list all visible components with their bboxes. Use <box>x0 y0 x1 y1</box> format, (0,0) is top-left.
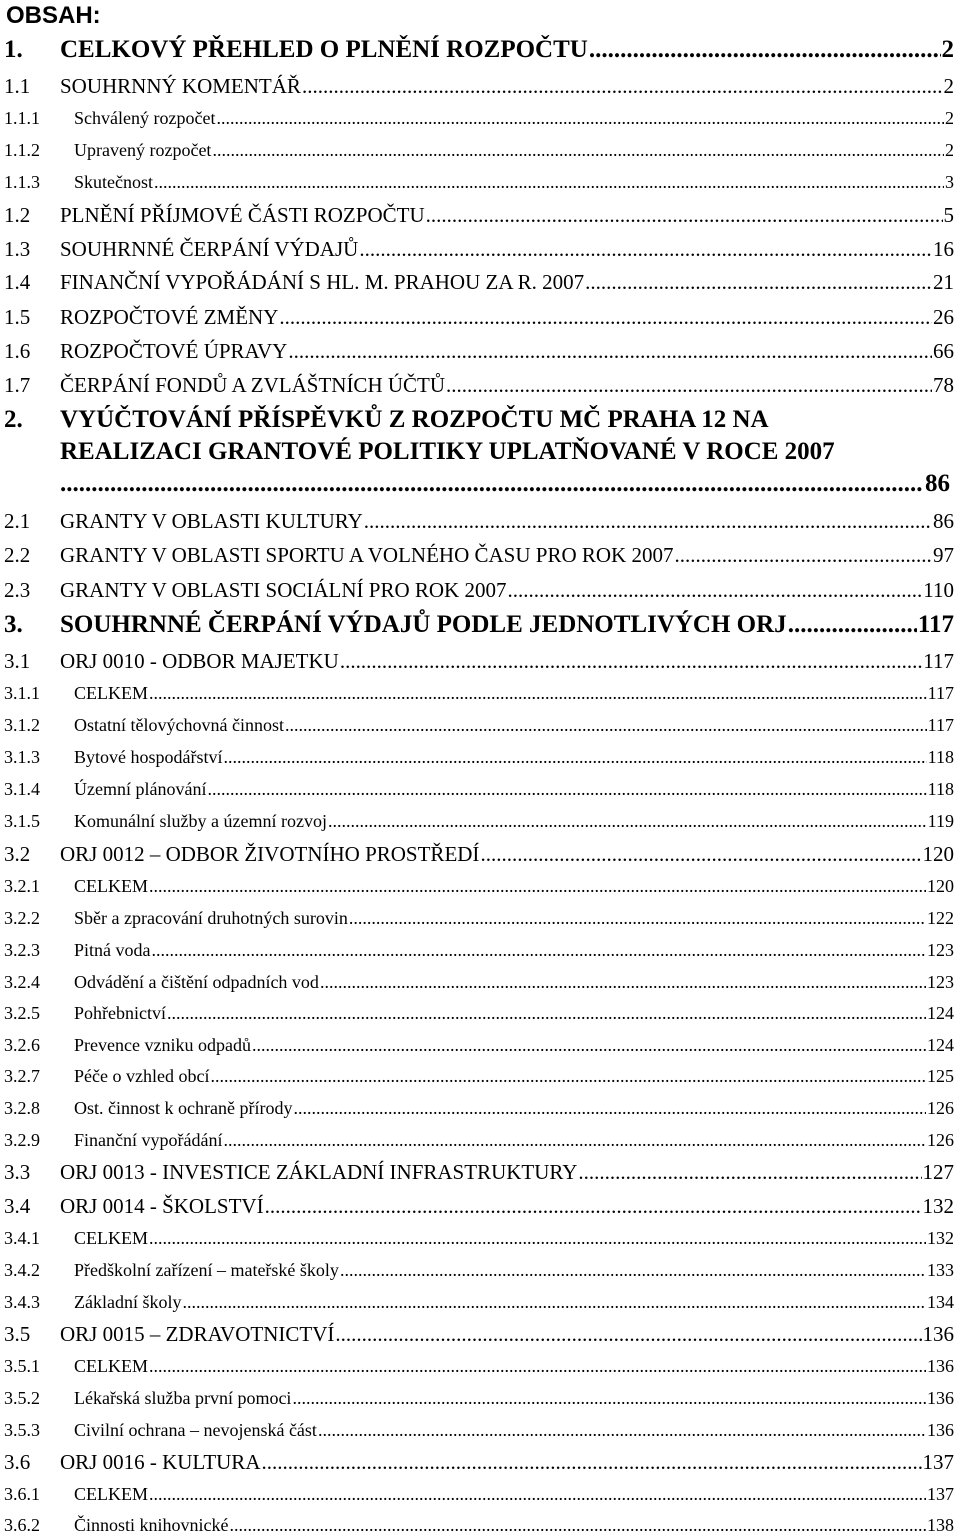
entry-number: 3.2.2 <box>4 908 40 928</box>
dot-leader <box>480 842 921 867</box>
entry-page: 123 <box>927 972 954 992</box>
entry-title-line-2: REALIZACI GRANTOVÉ POLITIKY UPLATŇOVANÉ V ROCE 2007 <box>60 438 835 465</box>
toc-entry-3-1-2[interactable] <box>4 715 954 736</box>
entry-page: 118 <box>927 779 954 799</box>
dot-leader <box>359 237 932 262</box>
dot-leader <box>149 1356 926 1377</box>
entry-title: Prevence vzniku odpadů <box>74 1035 251 1055</box>
toc-entry-3-1-1[interactable] <box>4 683 954 704</box>
entry-title: Pitná voda <box>74 940 151 960</box>
entry-number: 3.6.2 <box>4 1515 40 1535</box>
entry-number: 1.2 <box>4 203 31 227</box>
entry-title: CELKEM <box>74 1228 148 1248</box>
entry-number: 3.4.3 <box>4 1292 40 1312</box>
entry-number: 3.3 <box>4 1160 31 1184</box>
entry-number: 3.1.1 <box>4 683 40 703</box>
entry-title: Ost. činnost k ochraně přírody <box>74 1098 293 1118</box>
toc-entry-3-2-2[interactable] <box>4 908 954 929</box>
entry-number: 3.2.6 <box>4 1035 40 1055</box>
entry-title: ČERPÁNÍ FONDŮ A ZVLÁŠTNÍCH ÚČTŮ <box>60 373 446 397</box>
entry-title: Činnosti knihovnické <box>74 1515 229 1535</box>
entry-title: Územní plánování <box>74 779 207 799</box>
entry-title: GRANTY V OBLASTI SOCIÁLNÍ PRO ROK 2007 <box>60 578 507 602</box>
entry-number: 2.2 <box>4 543 31 567</box>
dot-leader <box>216 108 944 129</box>
dot-leader <box>578 1160 921 1185</box>
entry-page: 132 <box>927 1228 954 1248</box>
entry-number: 3.2.9 <box>4 1130 40 1150</box>
entry-title: Odvádění a čištění odpadních vod <box>74 972 319 992</box>
toc-heading: OBSAH: <box>6 2 101 29</box>
entry-number: 2.1 <box>4 509 31 533</box>
toc-entry-3-6-1[interactable] <box>4 1484 954 1505</box>
entry-title: Finanční vypořádání <box>74 1130 223 1150</box>
entry-number: 1.1.1 <box>4 108 40 128</box>
toc-entry-1[interactable] <box>4 36 954 64</box>
dot-leader <box>446 373 932 398</box>
entry-page: 127 <box>922 1160 954 1184</box>
entry-number: 1.3 <box>4 237 31 261</box>
dot-leader <box>507 578 922 603</box>
toc-entry-3-2-3[interactable] <box>4 940 954 961</box>
toc-entry-3-6-2[interactable] <box>4 1515 954 1536</box>
toc-entry-1-3[interactable] <box>4 237 954 262</box>
entry-title: ORJ 0015 – ZDRAVOTNICTVÍ <box>60 1322 335 1346</box>
entry-title: Předškolní zařízení – mateřské školy <box>74 1260 339 1280</box>
entry-title: Lékařská služba první pomoci <box>74 1388 292 1408</box>
entry-page: 16 <box>933 237 954 261</box>
entry-number: 3.2 <box>4 842 31 866</box>
entry-page: 78 <box>933 373 954 397</box>
dot-leader <box>302 74 943 99</box>
toc-entry-1-1-1[interactable] <box>4 108 954 129</box>
entry-page: 120 <box>922 842 954 866</box>
entry-page: 66 <box>933 339 954 363</box>
entry-page: 3 <box>945 172 954 192</box>
toc-entry-1-7[interactable] <box>4 373 954 398</box>
toc-entry-1-6[interactable] <box>4 339 954 364</box>
entry-number: 3.5 <box>4 1322 31 1346</box>
entry-title: PLNĚNÍ PŘÍJMOVÉ ČÁSTI ROZPOČTU <box>60 203 425 227</box>
entry-page: 126 <box>927 1130 954 1150</box>
entry-page: 136 <box>927 1388 954 1408</box>
toc-entry-3-5-3[interactable] <box>4 1420 954 1441</box>
entry-title: SOUHRNNÉ ČERPÁNÍ VÝDAJŮ PODLE JEDNOTLIVÝCH ORJ <box>60 611 787 638</box>
entry-number: 1.1.2 <box>4 140 40 160</box>
entry-page: 21 <box>933 270 954 294</box>
entry-page: 120 <box>927 876 954 896</box>
entry-title: CELKEM <box>74 876 148 896</box>
entry-page: 117 <box>923 649 954 673</box>
entry-number: 2. <box>4 406 23 433</box>
entry-title: ROZPOČTOVÉ ÚPRAVY <box>60 339 288 363</box>
entry-title: Pohřebnictví <box>74 1003 166 1023</box>
entry-page: 124 <box>927 1003 954 1023</box>
entry-title: Péče o vzhled obcí <box>74 1066 210 1086</box>
entry-page: 117 <box>927 715 954 735</box>
entry-number: 3.2.3 <box>4 940 40 960</box>
toc-entry-1-5[interactable] <box>4 305 954 330</box>
entry-page: 2 <box>945 140 954 160</box>
entry-page: 125 <box>927 1066 954 1086</box>
dot-leader <box>154 172 944 193</box>
dot-leader <box>335 1322 921 1347</box>
entry-number: 1.5 <box>4 305 31 329</box>
dot-leader <box>182 1292 926 1313</box>
entry-title: CELKEM <box>74 1356 148 1376</box>
entry-number: 3.1.4 <box>4 779 40 799</box>
entry-number: 3.5.3 <box>4 1420 40 1440</box>
entry-page: 117 <box>917 611 954 638</box>
toc-entry-3-2-5[interactable] <box>4 1003 954 1024</box>
toc-entry-3-1-4[interactable] <box>4 779 954 800</box>
entry-number: 3. <box>4 611 23 638</box>
dot-leader <box>674 543 932 568</box>
entry-page: 123 <box>927 940 954 960</box>
toc-entry-3-1[interactable] <box>4 649 954 674</box>
entry-page: 86 <box>925 470 950 497</box>
entry-title: SOUHRNNÉ ČERPÁNÍ VÝDAJŮ <box>60 237 359 261</box>
entry-number: 3.2.8 <box>4 1098 40 1118</box>
toc-entry-2-3[interactable] <box>4 578 954 603</box>
entry-page: 137 <box>922 1450 954 1474</box>
entry-number: 1.7 <box>4 373 31 397</box>
entry-number: 1.4 <box>4 270 31 294</box>
entry-number: 3.6.1 <box>4 1484 40 1504</box>
entry-title: Bytové hospodářství <box>74 747 223 767</box>
entry-page: 138 <box>927 1515 954 1535</box>
dot-leader <box>230 1515 927 1536</box>
dot-leader <box>224 747 927 768</box>
entry-title: ORJ 0013 - INVESTICE ZÁKLADNÍ INFRASTRUKTURY <box>60 1160 578 1184</box>
entry-page: 134 <box>927 1292 954 1312</box>
entry-number: 1.6 <box>4 339 31 363</box>
entry-number: 3.2.1 <box>4 876 40 896</box>
entry-number: 3.4 <box>4 1194 31 1218</box>
dot-leader <box>60 470 923 498</box>
toc-entry-3-1-3[interactable] <box>4 747 954 768</box>
toc-entry-3-2[interactable] <box>4 842 954 867</box>
toc-entry-3[interactable] <box>4 611 954 639</box>
entry-title: Základní školy <box>74 1292 182 1312</box>
entry-page: 119 <box>927 811 954 831</box>
dot-leader <box>585 270 932 295</box>
toc-entry-1-1-3[interactable] <box>4 172 954 193</box>
toc-entry-3-2-6[interactable] <box>4 1035 954 1056</box>
entry-title: Schválený rozpočet <box>74 108 216 128</box>
toc-entry-3-2-8[interactable] <box>4 1098 954 1119</box>
dot-leader <box>589 36 941 64</box>
toc-entry-3-6[interactable] <box>4 1450 954 1475</box>
toc-entry-3-2-1[interactable] <box>4 876 954 897</box>
toc-entry-3-4-1[interactable] <box>4 1228 954 1249</box>
entry-line-3 <box>60 470 950 498</box>
dot-leader <box>149 876 926 897</box>
dot-leader <box>149 1228 926 1249</box>
toc-entry-3-4-3[interactable] <box>4 1292 954 1313</box>
entry-page: 117 <box>927 683 954 703</box>
entry-number: 3.2.7 <box>4 1066 40 1086</box>
dot-leader <box>149 683 927 704</box>
dot-leader <box>167 1003 926 1024</box>
dot-leader <box>320 972 926 993</box>
entry-title-line-1: VYÚČTOVÁNÍ PŘÍSPĚVKŮ Z ROZPOČTU MČ PRAHA 12 NA <box>60 406 769 433</box>
entry-number: 2.3 <box>4 578 31 602</box>
dot-leader <box>252 1035 926 1056</box>
entry-number: 1.1 <box>4 74 31 98</box>
entry-number: 3.2.4 <box>4 972 40 992</box>
entry-title: ORJ 0014 - ŠKOLSTVÍ <box>60 1194 264 1218</box>
toc-entry-3-3[interactable] <box>4 1160 954 1185</box>
entry-title: Komunální služby a územní rozvoj <box>74 811 327 831</box>
dot-leader <box>293 1098 926 1119</box>
entry-title: ORJ 0016 - KULTURA <box>60 1450 261 1474</box>
dot-leader <box>292 1388 926 1409</box>
entry-title: GRANTY V OBLASTI KULTURY <box>60 509 363 533</box>
dot-leader <box>340 1260 926 1281</box>
entry-title: FINANČNÍ VYPOŘÁDÁNÍ S HL. M. PRAHOU ZA R. 2007 <box>60 270 585 294</box>
entry-number: 3.5.1 <box>4 1356 40 1376</box>
entry-number: 3.4.2 <box>4 1260 40 1280</box>
toc-entry-3-2-4[interactable] <box>4 972 954 993</box>
entry-number: 3.2.5 <box>4 1003 40 1023</box>
entry-page: 26 <box>933 305 954 329</box>
entry-number: 1.1.3 <box>4 172 40 192</box>
toc-entry-3-5-1[interactable] <box>4 1356 954 1377</box>
dot-leader <box>288 339 932 364</box>
toc-entry-3-4-2[interactable] <box>4 1260 954 1281</box>
dot-leader <box>265 1194 922 1219</box>
toc-entry-2-2[interactable] <box>4 543 954 568</box>
toc-entry-3-4[interactable] <box>4 1194 954 1219</box>
entry-page: 2 <box>945 108 954 128</box>
entry-number: 3.5.2 <box>4 1388 40 1408</box>
entry-page: 124 <box>927 1035 954 1055</box>
entry-page: 136 <box>922 1322 954 1346</box>
toc-entry-1-1[interactable] <box>4 74 954 99</box>
dot-leader <box>212 140 944 161</box>
dot-leader <box>223 1130 926 1151</box>
dot-leader <box>426 203 943 228</box>
toc-entry-2-1[interactable] <box>4 509 954 534</box>
dot-leader <box>328 811 927 832</box>
entry-page: 2 <box>941 36 954 63</box>
dot-leader <box>207 779 926 800</box>
entry-page: 126 <box>927 1098 954 1118</box>
dot-leader <box>279 305 932 330</box>
entry-title: Civilní ochrana – nevojenská část <box>74 1420 317 1440</box>
entry-title: CELKEM <box>74 683 148 703</box>
entry-page: 136 <box>927 1420 954 1440</box>
entry-number: 3.1.2 <box>4 715 40 735</box>
entry-page: 137 <box>927 1484 954 1504</box>
dot-leader <box>788 611 917 639</box>
entry-title: Upravený rozpočet <box>74 140 212 160</box>
dot-leader <box>261 1450 921 1475</box>
entry-page: 5 <box>943 203 954 227</box>
entry-page: 122 <box>927 908 954 928</box>
dot-leader <box>349 908 926 929</box>
entry-page: 97 <box>933 543 954 567</box>
dot-leader <box>285 715 927 736</box>
toc-entry-3-5-2[interactable] <box>4 1388 954 1409</box>
entry-page: 2 <box>943 74 954 98</box>
entry-title: CELKOVÝ PŘEHLED O PLNĚNÍ ROZPOČTU <box>60 36 588 63</box>
entry-title: ORJ 0010 - ODBOR MAJETKU <box>60 649 339 673</box>
entry-title: SOUHRNNÝ KOMENTÁŘ <box>60 74 301 98</box>
dot-leader <box>318 1420 926 1441</box>
entry-page: 118 <box>927 747 954 767</box>
entry-number: 1. <box>4 36 23 63</box>
dot-leader <box>152 940 927 961</box>
dot-leader <box>340 649 922 674</box>
entry-title: Sběr a zpracování druhotných surovin <box>74 908 348 928</box>
entry-title: CELKEM <box>74 1484 148 1504</box>
entry-line-1 <box>4 406 769 434</box>
entry-title: Skutečnost <box>74 172 153 192</box>
entry-title: ROZPOČTOVÉ ZMĚNY <box>60 305 279 329</box>
toc-entry-3-5[interactable] <box>4 1322 954 1347</box>
entry-title: Ostatní tělovýchovná činnost <box>74 715 284 735</box>
entry-title: ORJ 0012 – ODBOR ŽIVOTNÍHO PROSTŘEDÍ <box>60 842 480 866</box>
entry-page: 86 <box>933 509 954 533</box>
toc-entry-3-2-7[interactable] <box>4 1066 954 1087</box>
toc-entry-1-2[interactable] <box>4 203 954 228</box>
dot-leader <box>210 1066 926 1087</box>
dot-leader <box>149 1484 926 1505</box>
entry-number: 3.1 <box>4 649 31 673</box>
entry-page: 136 <box>927 1356 954 1376</box>
entry-title: GRANTY V OBLASTI SPORTU A VOLNÉHO ČASU PRO ROK 2007 <box>60 543 674 567</box>
toc-entry-1-1-2[interactable] <box>4 140 954 161</box>
entry-number: 3.1.5 <box>4 811 40 831</box>
entry-page: 110 <box>923 578 954 602</box>
dot-leader <box>364 509 932 534</box>
toc-entry-3-2-9[interactable] <box>4 1130 954 1151</box>
entry-number: 3.6 <box>4 1450 31 1474</box>
toc-entry-1-4[interactable] <box>4 270 954 295</box>
entry-number: 3.4.1 <box>4 1228 40 1248</box>
entry-page: 132 <box>922 1194 954 1218</box>
entry-page: 133 <box>927 1260 954 1280</box>
entry-number: 3.1.3 <box>4 747 40 767</box>
toc-entry-3-1-5[interactable] <box>4 811 954 832</box>
